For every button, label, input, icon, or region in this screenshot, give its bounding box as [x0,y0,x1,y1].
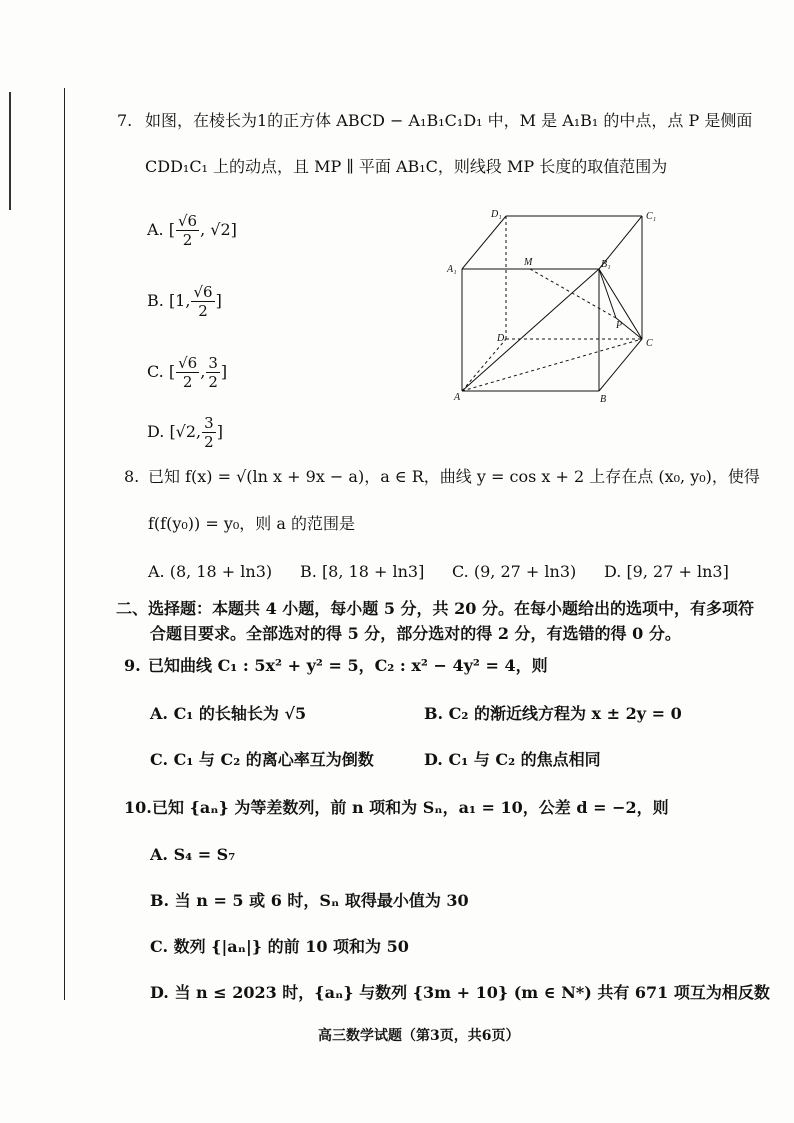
option-letter: B. [147,291,164,310]
q9-number: 9. [124,656,141,675]
option-letter: D. [147,422,165,441]
cube-figure [445,205,675,405]
q7-option-a: A. [ $\frac{√6}{2}$ , √2] [147,212,237,249]
q7-stem-line1: 如图，在棱长为1的正方体 ABCD − A₁B₁C₁D₁ 中，M 是 A₁B₁ 的中点，点 P 是侧面 [145,111,753,130]
label-a: A [454,392,461,403]
q8-option-c: C. (9, 27 + ln3) [452,562,577,581]
label-a1: A₁ [447,264,457,275]
label-p: P [616,320,623,331]
section-2-instructions-line1: 二、选择题：本题共 4 小题，每小题 5 分，共 20 分。在每小题给出的选项中，有多项符 [116,599,754,618]
q7-option-c: C. [ $\frac{√6}{2}$ , $\frac{3}{2}$ ] [147,354,228,391]
q8-option-a: A. (8, 18 + ln3) [148,562,273,581]
q10-option-a: A. S₄ = S₇ [150,845,236,864]
q9-option-b: B. C₂ 的渐近线方程为 x ± 2y = 0 [424,704,682,723]
q8-stem-line1: 已知 f(x) = √(ln x + 9x − a)，a ∈ R，曲线 y = cos x + 2 上存在点 (x₀, y₀)，使得 [148,467,760,486]
margin-tick [9,92,11,210]
edge-b-c [599,339,642,391]
q7-number: 7. [117,111,133,130]
hidden-diag-a-c [462,339,642,391]
margin-rule [64,88,65,1000]
label-b: B [600,394,607,405]
q10-option-d: D. 当 n ≤ 2023 时，{aₙ} 与数列 {3m + 10} (m ∈ N*) 共有 671 项互为相反数 [150,983,770,1002]
q10-stem: 已知 {aₙ} 为等差数列，前 n 项和为 Sₙ，a₁ = 10，公差 d = −2，则 [152,798,669,817]
diag-a-b1 [462,269,599,391]
q7-option-b: B. [1, $\frac{√6}{2}$ ] [147,283,222,320]
q8-option-d: D. [9, 27 + ln3] [604,562,729,581]
label-m: M [524,257,533,268]
q7-stem-line2: CDD₁C₁ 上的动点，且 MP ∥ 平面 AB₁C，则线段 MP 长度的取值范围为 [145,157,668,176]
edge-a1-d1 [462,216,506,269]
q8-stem-line2: f(f(y₀)) = y₀，则 a 的范围是 [148,514,356,533]
option-letter: C. [147,362,164,381]
q9-option-d: D. C₁ 与 C₂ 的焦点相同 [424,750,601,769]
q7-option-d: D. [√2, $\frac{3}{2}$ ] [147,414,223,451]
hidden-edge-a-d [462,339,506,391]
q10-option-c: C. 数列 {|aₙ|} 的前 10 项和为 50 [150,937,409,956]
q8-number: 8. [124,467,140,486]
page-footer: 高三数学试题（第3页，共6页） [318,1028,520,1044]
label-c1: C₁ [646,211,657,222]
label-d1: D₁ [491,209,502,220]
label-b1: B₁ [601,259,611,270]
q9-option-a: A. C₁ 的长轴长为 √5 [150,704,307,723]
label-d: D [497,333,505,344]
q9-option-c: C. C₁ 与 C₂ 的离心率互为倒数 [150,750,374,769]
segment-b1-p [599,269,616,318]
q9-stem: 已知曲线 C₁ : 5x² + y² = 5，C₂ : x² − 4y² = 4，则 [148,656,548,675]
label-c: C [646,338,653,349]
q10-number: 10. [124,798,152,817]
option-letter: A. [147,220,164,239]
q10-option-b: B. 当 n = 5 或 6 时，Sₙ 取得最小值为 30 [150,891,469,910]
section-2-instructions-line2: 合题目要求。全部选对的得 5 分，部分选对的得 2 分，有选错的得 0 分。 [150,624,681,643]
q8-option-b: B. [8, 18 + ln3] [300,562,425,581]
